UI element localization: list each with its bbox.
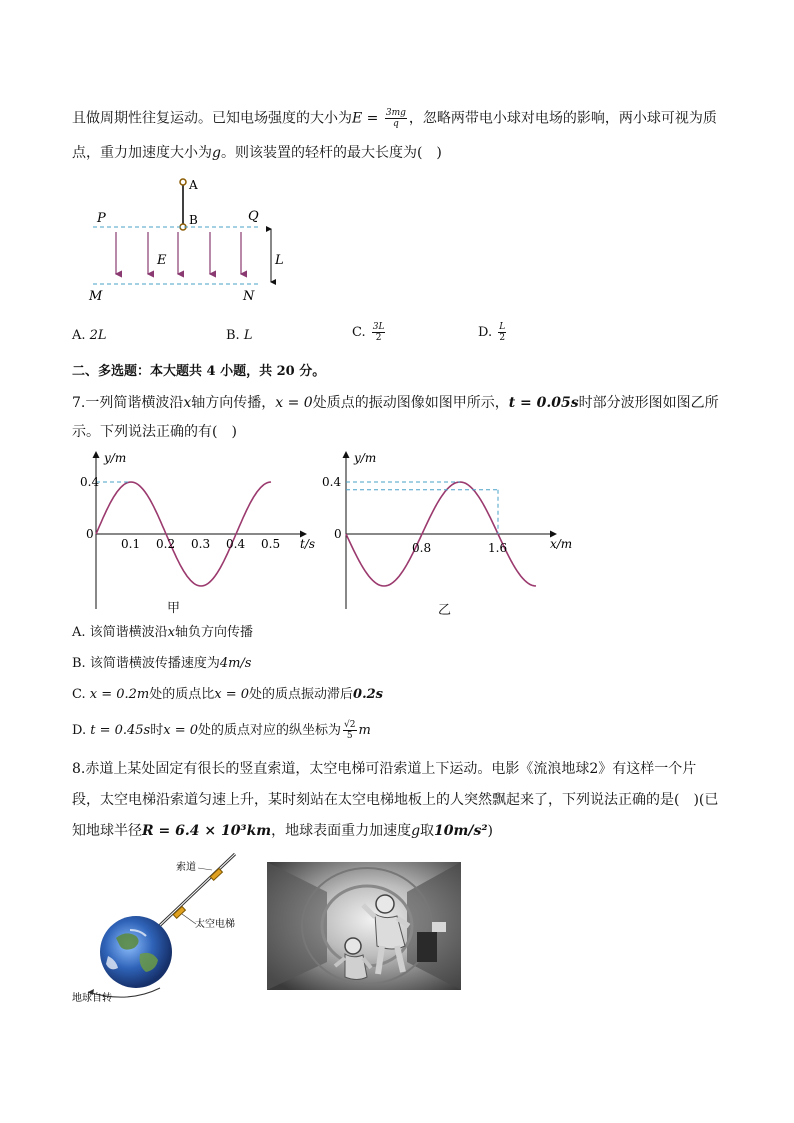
earth-icon (100, 916, 172, 988)
label-b: B (189, 213, 198, 227)
x-axis-label: t/s (300, 537, 316, 551)
frac-den: 5 (346, 731, 353, 741)
option-math: x = 0 (163, 723, 199, 738)
option-fraction (343, 720, 356, 741)
x-tick-label: 1.6 (488, 541, 508, 555)
chart-yi-caption: 乙 (438, 603, 452, 618)
option-text: C. (72, 687, 90, 702)
x-tick-label: 0.3 (191, 537, 211, 551)
option-prefix: D. (478, 325, 497, 340)
option-value: 2L (89, 328, 107, 343)
q6-option-d (478, 322, 508, 343)
q6-text: ，忽略两带电小球对电场的影响，两小球可视为质 (408, 110, 717, 127)
q7-text: 时部分波形图如图乙所 (578, 395, 719, 411)
g-symbol: g (212, 145, 221, 161)
space-elevator-figure (70, 852, 250, 1007)
q6-text: 。则该装置的轻杆的最大长度为( ) (220, 145, 442, 161)
frac-den: 2 (375, 333, 382, 343)
q6-option-c (352, 322, 387, 343)
option-text: 处的质点比 (149, 687, 215, 702)
rotation-label: 地球自转 (72, 993, 112, 1004)
q7-option-d (72, 720, 371, 741)
frac-den: 2 (499, 333, 506, 343)
astronaut-photo-drawing (267, 862, 461, 990)
y-tick-label: 0.4 (322, 475, 342, 489)
option-math: x = 0.2m (89, 687, 150, 702)
e-fraction (385, 108, 407, 129)
section-title: 二、多选题：本大题共 4 小题，共 20 分。 (72, 364, 326, 379)
option-math: 0.2s (353, 687, 383, 702)
y-axis-label: y/m (354, 451, 377, 465)
y-axis-label: y/m (104, 451, 127, 465)
x-tick-label: 0.8 (412, 541, 432, 555)
y-tick-label: 0.4 (80, 475, 100, 489)
option-fraction (372, 322, 386, 343)
q8-line-1: 8.赤道上某处固定有很长的竖直索道，太空电梯可沿索道上下运动。电影《流浪地球2》有这样一个片 (72, 761, 697, 777)
option-math: x = 0 (214, 687, 250, 702)
x-axis-label: x/m (550, 537, 572, 551)
x-tick-label: 0.5 (261, 537, 281, 551)
option-value: L (243, 328, 253, 343)
q8-line-3 (72, 821, 493, 841)
q7-option-c (72, 685, 383, 705)
q7-text: 处质点的振动图像如图甲所示， (312, 395, 509, 411)
q7-option-b (72, 654, 251, 674)
option-text: 时 (150, 723, 164, 738)
label-m: M (89, 289, 103, 304)
electric-field-figure (85, 172, 315, 307)
q8-text: 知地球半径 (72, 823, 142, 839)
q6-line-2 (72, 143, 442, 163)
option-text: 处的质点对应的纵坐标为 (198, 723, 342, 738)
astronaut-photo (267, 862, 461, 990)
q8-text: ，地球表面重力加速度 (271, 823, 412, 839)
vibration-chart-jia (80, 448, 320, 616)
x-symbol: x (183, 395, 192, 411)
gravity-value: 10m/s² (434, 823, 488, 839)
label-n: N (243, 289, 255, 304)
q8-text: ) (487, 823, 493, 839)
option-text: A. 该简谐横波沿 (72, 625, 168, 640)
condition: t = 0.05s (508, 395, 579, 411)
option-fraction (498, 322, 506, 343)
radius-value: R = 6.4 × 10³km (142, 823, 272, 839)
q6-line-1 (72, 108, 717, 129)
leader-line (198, 868, 212, 870)
option-math: t = 0.45s (90, 723, 151, 738)
q7-text: 7.一列简谐横波沿 (72, 395, 184, 411)
chart-jia-caption: 甲 (167, 601, 181, 616)
q7-option-a (72, 623, 253, 643)
frac-num: 3L (372, 322, 385, 332)
frac-num: L (499, 322, 506, 332)
frac-den: q (393, 119, 399, 129)
q7-line-1 (72, 393, 719, 413)
cable-label: 索道 (176, 862, 196, 873)
e-symbol: E (352, 110, 363, 127)
leader-line (182, 914, 196, 924)
option-text: D. (72, 723, 91, 738)
equals: = (362, 110, 383, 127)
ball-a (180, 179, 186, 185)
q7-text: 轴方向传播， (191, 395, 276, 411)
elevator-label: 太空电梯 (195, 919, 235, 930)
origin-label: 0 (86, 527, 94, 541)
q6-text: 且做周期性往复运动。已知电场强度的大小为 (72, 110, 352, 127)
wave-chart-yi (322, 448, 572, 616)
q8-text: 取 (420, 823, 435, 839)
frac-num: 3mg (385, 108, 406, 118)
option-prefix: A. (72, 328, 90, 343)
q6-option-a (72, 328, 107, 343)
condition: x = 0 (275, 395, 313, 411)
option-math: x (167, 625, 175, 640)
q7-line-2: 示。下列说法正确的有( ) (72, 424, 237, 440)
frac-num: √2 (344, 720, 356, 730)
option-prefix: C. (352, 325, 370, 340)
q8-line-2: 段，太空电梯沿索道匀速上升，某时刻站在太空电梯地板上的人突然飘起来了，下列说法正确的是( )(已 (72, 792, 719, 808)
option-text: 轴负方向传播 (175, 625, 254, 640)
option-text: 处的质点振动滞后 (249, 687, 354, 702)
label-q: Q (248, 209, 259, 224)
origin-label: 0 (334, 527, 342, 541)
q6-text: 点，重力加速度大小为 (72, 145, 212, 161)
g-symbol: g (411, 823, 421, 839)
label-p: P (97, 211, 106, 226)
option-math: 4m/s (219, 656, 252, 671)
option-text: B. 该简谐横波传播速度为 (72, 656, 220, 671)
label-e: E (157, 253, 167, 268)
x-tick-label: 0.2 (156, 537, 176, 551)
x-tick-label: 0.4 (226, 537, 246, 551)
q6-option-b (226, 328, 252, 343)
x-tick-label: 0.1 (121, 537, 141, 551)
label-a: A (189, 178, 198, 192)
option-prefix: B. (226, 328, 244, 343)
option-math: m (358, 723, 371, 738)
label-l: L (275, 253, 284, 268)
